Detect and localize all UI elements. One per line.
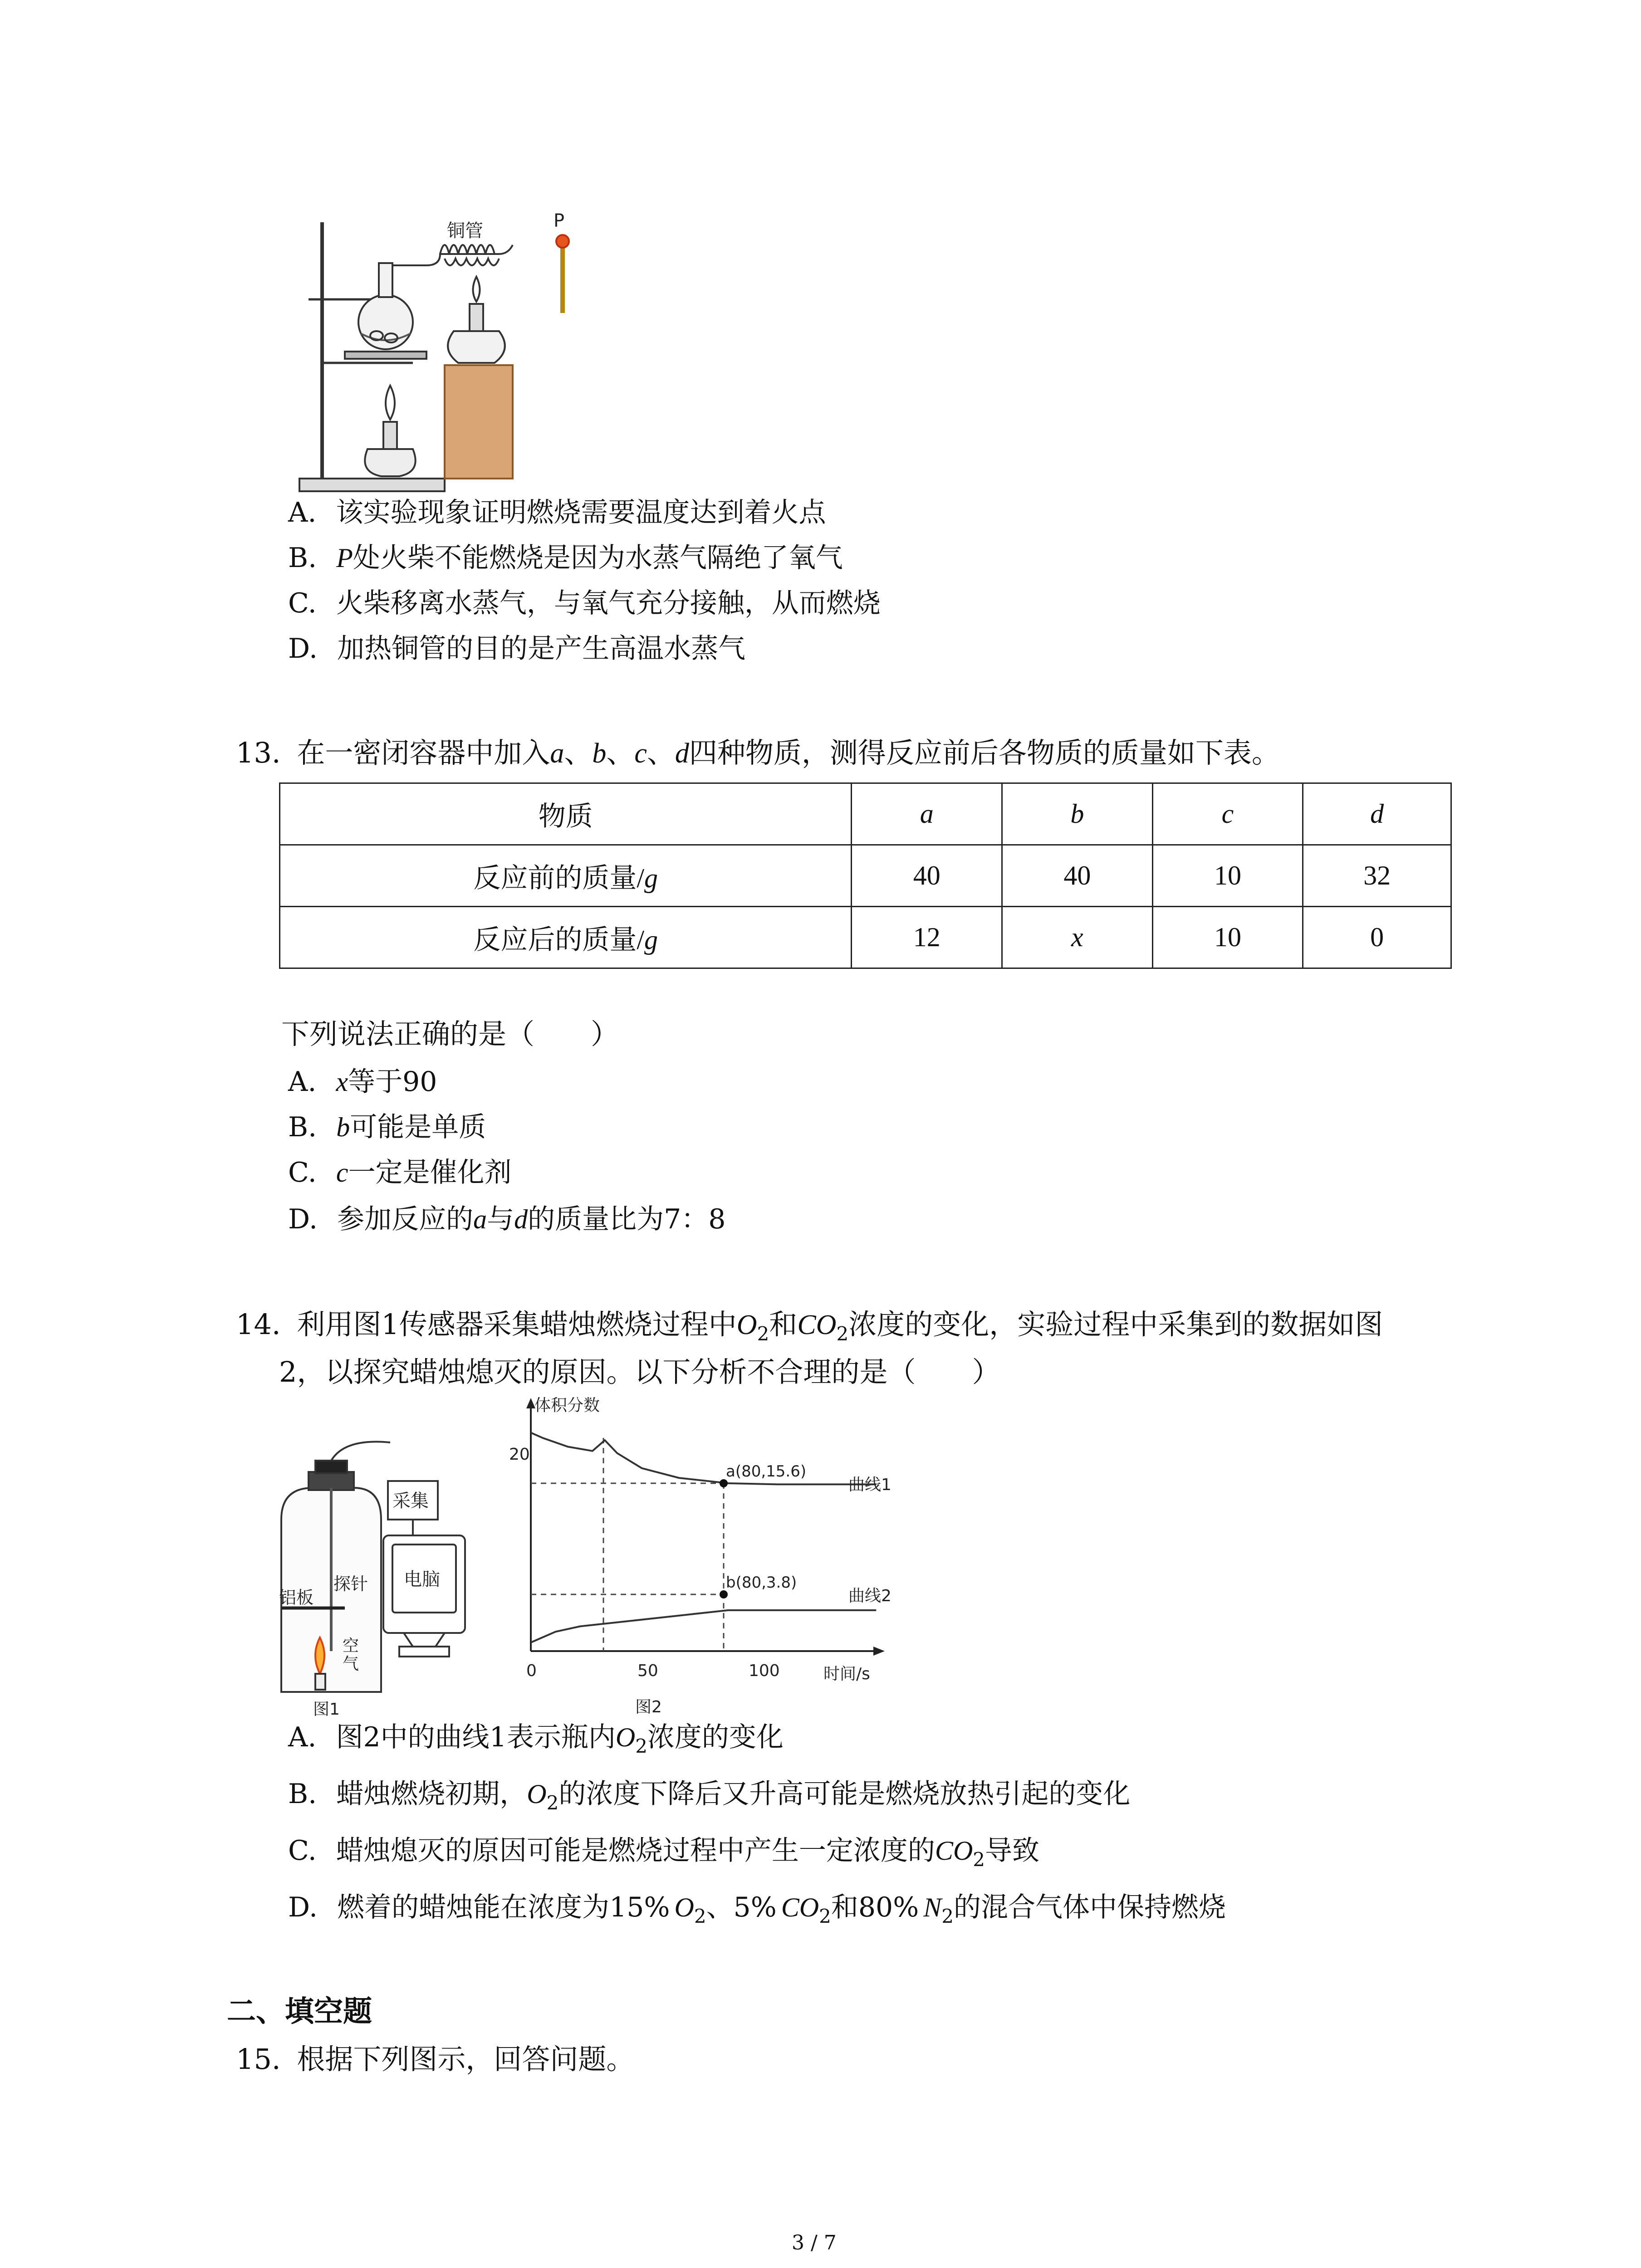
x-tick-100: 100 xyxy=(749,1662,780,1680)
table-cell: 10 xyxy=(1152,907,1303,968)
point-b-label: b(80,3.8) xyxy=(726,1574,797,1592)
table-row xyxy=(280,907,1451,968)
q12-option-d: D. 加热铜管的目的是产生高温水蒸气 xyxy=(288,633,746,665)
label-collect: 采集 xyxy=(392,1491,429,1511)
table-cell: 0 xyxy=(1303,907,1451,968)
series-line-1 xyxy=(531,1433,876,1485)
x-axis-arrow xyxy=(873,1647,885,1656)
apparatus-figure xyxy=(290,213,590,503)
curve1-label: 曲线1 xyxy=(848,1476,892,1494)
label-computer: 电脑 xyxy=(404,1569,440,1590)
q13-stem: 13. 在一密闭容器中加入a、b、c、d四种物质，测得反应前后各物质的质量如下表。 xyxy=(236,736,1280,769)
table-header-cell: a xyxy=(852,783,1002,845)
label-probe: 探针 xyxy=(333,1574,368,1594)
q12-option-c: C. 火柴移离水蒸气，与氧气充分接触，从而燃烧 xyxy=(288,587,881,619)
section-title: 二、填空题 xyxy=(227,1994,372,2028)
sensor-figure xyxy=(268,1438,495,1719)
table-header-row xyxy=(280,783,1451,845)
table-cell: 12 xyxy=(852,907,1002,968)
y-axis-label: 体积分数 xyxy=(534,1396,600,1415)
label-tube: 铜管 xyxy=(447,220,483,241)
q12-option-b: B. P处火柴不能燃烧是因为水蒸气隔绝了氧气 xyxy=(288,542,843,574)
q14-option-a: A. 图2中的曲线1表示瓶内$O_2$浓度的变化 xyxy=(288,1721,784,1757)
label-air-1: 空 xyxy=(343,1637,359,1655)
q14-option-d: D. 燃着的蜡烛能在浓度为15% $O_2$、5% $CO_2$和80% $N_2$的混合气体中保持燃烧 xyxy=(288,1892,1226,1927)
series-line-2 xyxy=(531,1610,876,1642)
table-header-cell: b xyxy=(1002,783,1153,845)
curve2-label: 曲线2 xyxy=(848,1587,892,1605)
q13-option-d: D. 参加反应的a与d的质量比为7：8 xyxy=(288,1203,726,1235)
q14-stem-line2: 2，以探究蜡烛熄灭的原因。以下分析不合理的是（ ） xyxy=(279,1355,1000,1388)
q13-option-a: A. x等于90 xyxy=(288,1066,437,1098)
table-row-label: 反应前的质量/g xyxy=(280,845,852,907)
table-cell: 40 xyxy=(852,845,1002,907)
mass-table xyxy=(279,782,1452,969)
q15-stem: 15. 根据下列图示，回答问题。 xyxy=(236,2043,635,2076)
table-cell: 10 xyxy=(1152,845,1303,907)
table-cell: 40 xyxy=(1002,845,1153,907)
table-cell: 32 xyxy=(1303,845,1451,907)
table-cell: x xyxy=(1002,907,1153,968)
concentration-chart xyxy=(490,1393,907,1719)
x-axis-label: 时间/s xyxy=(823,1665,870,1683)
figure2-caption: 图2 xyxy=(635,1698,662,1716)
q12-option-a: A. 该实验现象证明燃烧需要温度达到着火点 xyxy=(288,497,826,528)
table-row xyxy=(280,845,1451,907)
page-number: 3 / 7 xyxy=(792,2231,837,2254)
q14-option-b: B. 蜡烛燃烧初期，$O_2$的浓度下降后又升高可能是燃烧放热引起的变化 xyxy=(288,1778,1131,1814)
q13-option-b: B. b可能是单质 xyxy=(288,1111,486,1143)
x-tick-0: 0 xyxy=(526,1662,537,1680)
point-a-label: a(80,15.6) xyxy=(726,1462,807,1481)
y-axis-arrow xyxy=(526,1398,535,1408)
x-tick-50: 50 xyxy=(637,1662,658,1680)
q14-option-c: C. 蜡烛熄灭的原因可能是燃烧过程中产生一定浓度的$CO_2$导致 xyxy=(288,1835,1040,1871)
label-air-2: 气 xyxy=(343,1655,359,1673)
q14-stem-line1: 14. 利用图1传感器采集蜡烛燃烧过程中$O_2$和$CO_2$浓度的变化，实验过程中采集到的数据如图 xyxy=(236,1308,1383,1345)
figure1-caption: 图1 xyxy=(313,1700,340,1719)
table-header-cell: c xyxy=(1152,783,1303,845)
label-p: P xyxy=(554,213,565,231)
y-tick-20: 20 xyxy=(509,1445,530,1464)
table-header-cell: 物质 xyxy=(280,783,852,845)
q13-option-c: C. c一定是催化剂 xyxy=(288,1157,512,1188)
table-row-label: 反应后的质量/g xyxy=(280,907,852,968)
table-header-cell: d xyxy=(1303,783,1451,845)
q13-prompt: 下列说法正确的是（ ） xyxy=(281,1017,619,1051)
label-plate: 铝板 xyxy=(279,1588,314,1608)
